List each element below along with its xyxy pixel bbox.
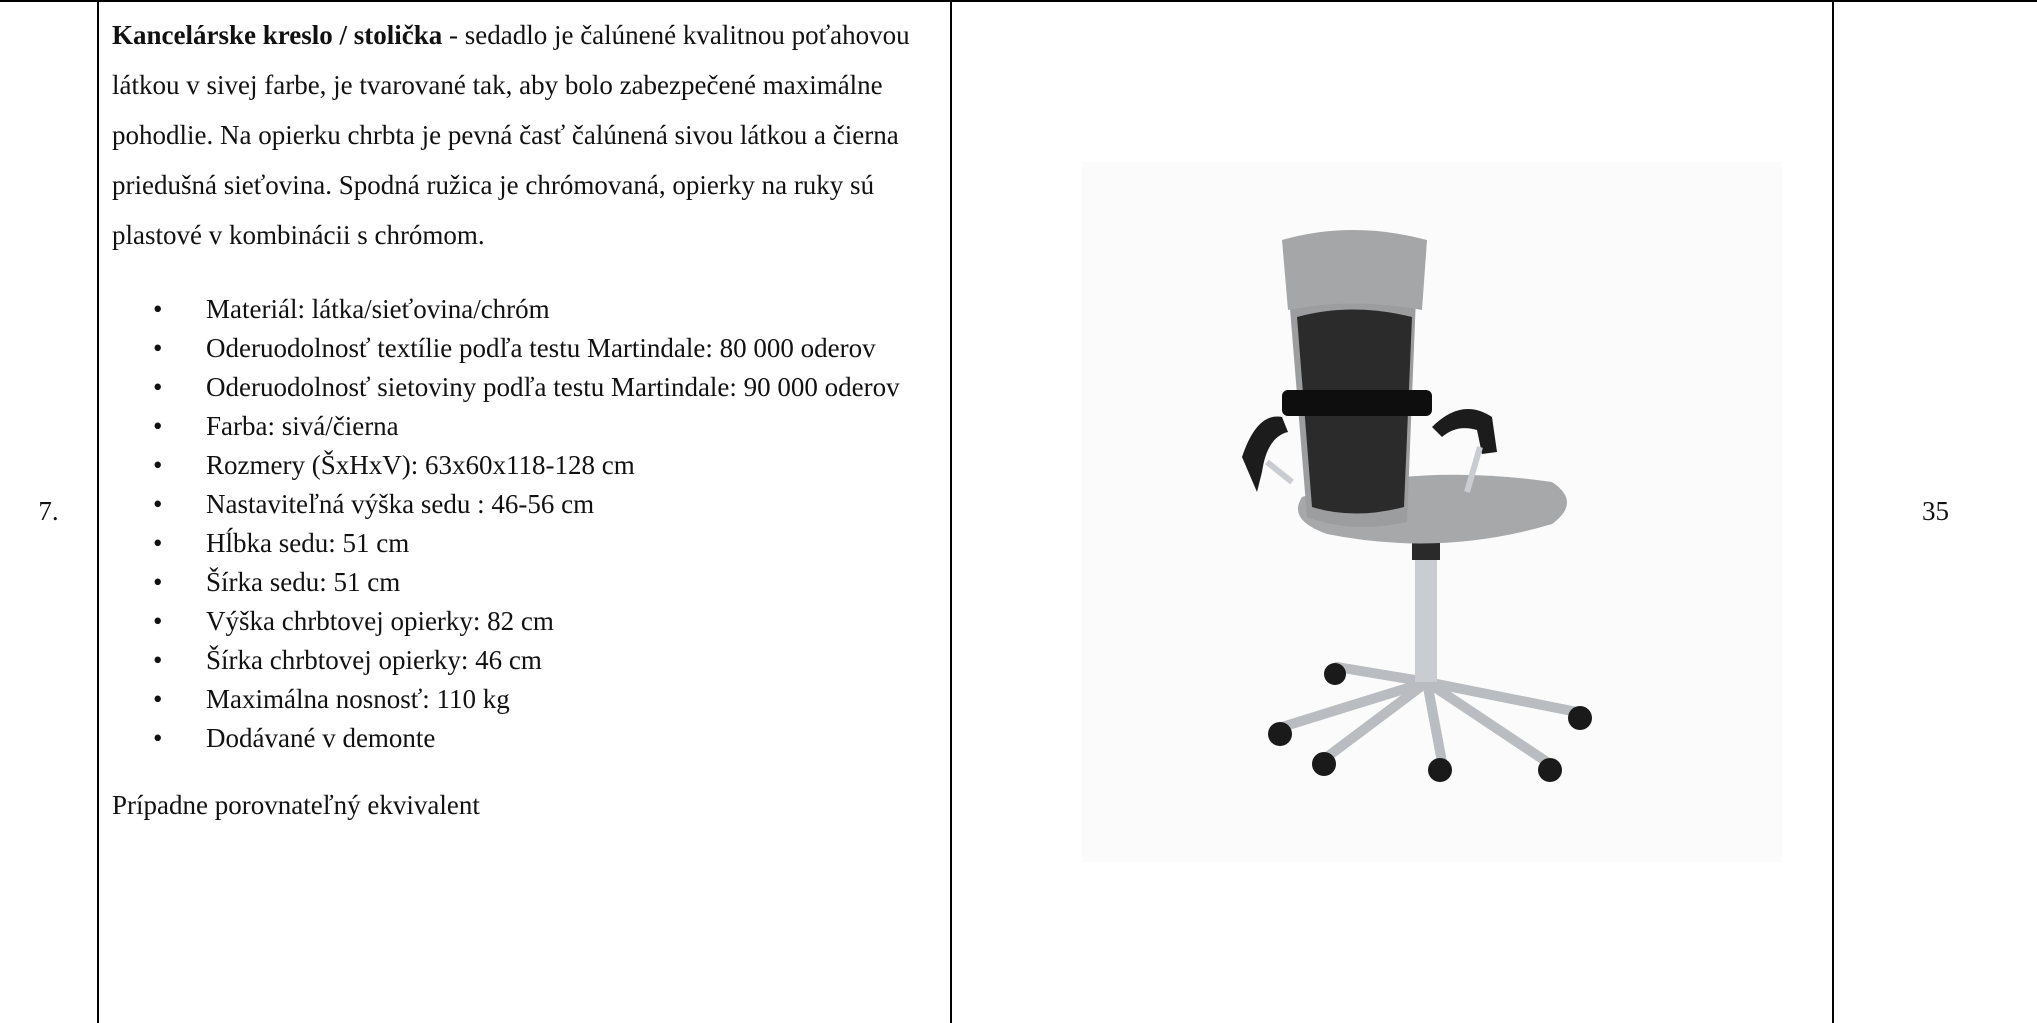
spec-item: • Šírka chrbtovej opierky: 46 cm	[206, 645, 942, 676]
column-divider	[97, 0, 99, 1023]
product-intro	[112, 10, 942, 260]
spec-item: • Oderuodolnosť sietoviny podľa testu Martindale: 90 000 oderov	[206, 372, 942, 403]
office-chair-photo	[1082, 162, 1782, 862]
quantity: 35	[1922, 496, 1949, 526]
spec-item: • Oderuodolnosť textílie podľa testu Martindale: 80 000 oderov	[206, 333, 942, 364]
quantity-cell	[1834, 0, 2037, 1023]
image-cell	[952, 0, 1832, 1023]
office-chair-icon	[1082, 162, 1782, 862]
row-number-cell	[0, 0, 97, 1023]
spec-item: • Hĺbka sedu: 51 cm	[206, 528, 942, 559]
product-description: - sedadlo je čalúnené kvalitnou poťahovou látkou v sivej farbe, je tvarované tak, aby bolo zabezpečené maximálne pohodlie. Na opierku chrbta je pevná časť čalúnená sivou látkou a čierna priedušná sieťovina. Spodná ružica je chrómovaná, opierky na ruky sú plastové v kombinácii s chrómom.	[112, 20, 910, 250]
spec-item: • Rozmery (ŠxHxV): 63x60x118-128 cm	[206, 450, 942, 481]
product-title: Kancelárske kreslo / stolička	[112, 20, 443, 50]
spec-item: • Nastaviteľná výška sedu : 46-56 cm	[206, 489, 942, 520]
equivalent-note: Prípadne porovnateľný ekvivalent	[112, 790, 480, 820]
spec-item: • Materiál: látka/sieťovina/chróm	[206, 294, 942, 325]
spec-item: • Šírka sedu: 51 cm	[206, 567, 942, 598]
spec-item: • Farba: sivá/čierna	[206, 411, 942, 442]
spec-item: • Výška chrbtovej opierky: 82 cm	[206, 606, 942, 637]
spec-list	[112, 294, 942, 754]
description-cell	[112, 10, 942, 821]
spec-item: • Dodávané v demonte	[206, 723, 942, 754]
spec-item: • Maximálna nosnosť: 110 kg	[206, 684, 942, 715]
row-number: 7.	[38, 496, 59, 526]
